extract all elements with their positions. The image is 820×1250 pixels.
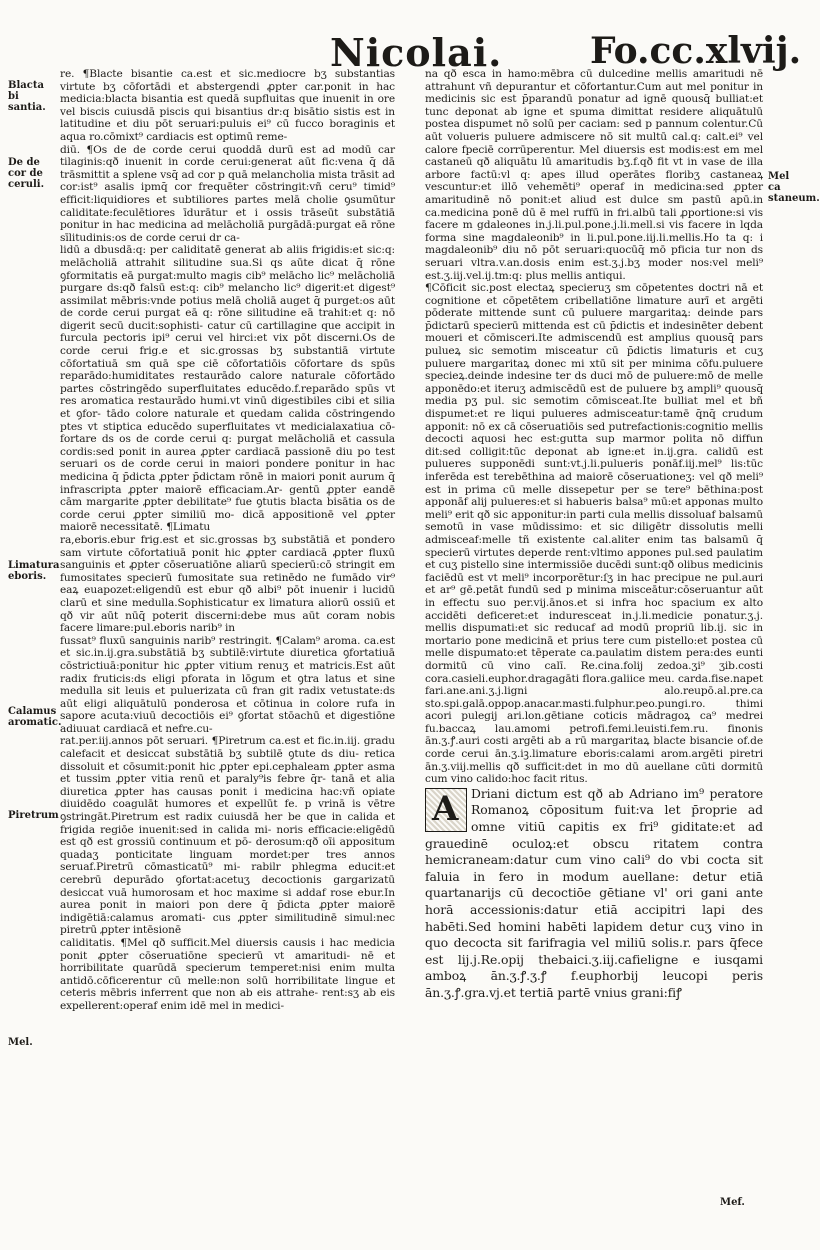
catchword: Mef.: [720, 1197, 745, 1208]
paragraph: ¶Cōficit sic.post electaꝝ specieruʒ sm cōpetentes doctri nā et cognitione et cōpetētem cribellatiōne limature aurī et argēti pōderate mittende sunt cū puluere margaritaꝝ: deinde pars p̄dictarū specierū mittenda est cū p̄dictis et indesinēter debent moueri et cōmisceri.Ite admiscendū est amplius quousq̄ pars pulueꝝ sic semotim misceatur cū p̄dictis limaturis et cuʒ puluere margaritaꝝ donec mi xtū sit per minima cōfu.puluere specieꝝ.deinde indesine ter ds duci mō de puluere:mō de melle apponēdo:et iteruʒ admiscēdū est de puluere bʒ ampli⁹ quousq̄ media pʒ pul. sic semotim cōmisceat.Ite bulliat mel et bñ dispumet:et re liqui pulueres admisceatur:tamē q̄nq̄ crudum apponit: nō ex cā cōseruatiōis sed putrefactionis:cognitio mellis decocti aquosi hec est:gutta sup marmor polita nō diffun dit:sed colligit:tūc deponat ab igne:et in.ij.gra. calidū est pulueres supponēdi sunt:vt.j.li.pulueris ponāf.iij.mel⁹ lis:tūc inferēda est terebēthina ad maiorē cōseruationeʒ: vel qð meli⁹ est in prima cū melle dissepetur per se tere⁹ bēthina:post apponāf alij pulueres:et si habueris balsa⁹ mū:et apponas multo meli⁹ erit qð sic apponitur:in parti cula mellis dissoluaf balsamū semotū in vase mūdissimo: et sic diligētr dissolutis melli admisceaf:melle tñ existente cal.aliter enim tas balsamū q̄ specierū virtutes deperde rent:vltimo appones pul.sed paulatim et cuʒ pistello sine intermissiōe ducēdi sunt:qð olibus medicinis faciēdū est vt meli⁹ incorporētur:ſʒ in hac precipue ne pul.auri et ar⁹ gē.petāt fundū sed p minima misceātur:cōseruantur aūt in effectu suo per.vij.ānos.et si infra hoc spacium ex alto accidēti deficeret:et induresceat in.j.li.medicie ponatur.ʒ.j. mellis dispumati:et sic reducaf ad modū propriū lib.ij. sic in mortario pone medicinā et prius tere cum pistello:et postea cū melle dispumato:et tēperate ca.paulatim distem pera:des eunti dormitū cū vino calī. Re.cina.folij zedoa.ʒi⁹ ʒib.costi cora.casieli.euphor.dragagāti flora.galiice meu. carda.fise.napet fari.ane.ani.ʒ.j.ligni alo.reupō.al.pre.ca sto.spi.galā.oppop.anacar.masti.fulphur.peo.pungi.ro. thimi acori pulegij ari.lon.gētiane coticis mādragoꝝ ca⁹ medrei fu.baccaꝝ lau.amomi petrofi.femi.leuisti.fem.ru. finonis ān.ʒ.ꝭ.auri costi argēti ab a rū margaritaꝝ blacte bisancie of.de corde cerui ān.ʒ.iꝫ.limature eboris:calami arom.argēti piretri ān.ʒ.viij.mellis qð sufficit:det in mo dū auellane cūti dormitū cum vino calido:hoc facit ritus.: [425, 282, 763, 786]
margin-note-os-de-corde: De de cor de ceruli.: [8, 157, 45, 190]
initial-letter: A: [432, 788, 459, 829]
left-column: [60, 68, 395, 1013]
margin-note-mel-castaneum: Mel ca staneum.: [768, 171, 820, 204]
paragraph: na qð esca in hamo:mēbra cū dulcedine mellis amaritudi nē attrahunt vñ depurantur et cōfortantur.Cum aut mel ponitur in medicinis sic est p̄parandū ponatur ad ignē quousq̄ bulliat:et tunc deponat ab igne et spuma dimittat residere aliquātulū postea dispumet nō solū per caciam: sed p pannum colentur.Cū aūt volueris puluere admiscere nō sit multū cal.q: calt.ei⁹ vel calore fpeciē corrūperentur. Mel diuersis est modis:est em mel castaneū qð aliquātu lū amaritudis bʒ.f.qð fit vt in vase de illa arbore factū:vl q: apes illud operātes floribʒ castaneaꝝ vescuntur:et illō vehemēti⁹ operaf in medicina:sed ꝓpter amaritudinē nō ponit:et aliud est dulce sm pastū apū.in ca.medicina ponē dū ē mel ruffū in fri.albū tali ꝓportione:si vis facere m gdaleones in.j.li.pul.pone.j.li.mell.si vis facere in lqda forma sine magdaleonib⁹ in li.pul.pone.iij.li.mellis.Ho ta q: i magdaleonib⁹ diu nō pōt seruari:quocūq̄ mō pficia tur non ds seruari vltra.v.an.dosis enim est.ʒ.j.bʒ moder nos:vel meli⁹ est.ʒ.iij.vel.ij.tm:q: plus mellis antiqui.: [425, 68, 763, 282]
paragraph: lidū a dbusdā:q: per caliditatē generat ab aliis frigidis:et sic:q: melācholiā attrahit silitudine sua.Si qs aūte dicat q̄ rōne ꝯformitatis eā purgat:multo magis cib⁹ melācho lic⁹ melācholiā purgare ds:qð falsū est:q: cib⁹ melancho lic⁹ digerit:et digest⁹ assimilat mēbris:vnde potius melā choliā auget q̄ purget:os aūt de corde cerui purgat eā q: rōne silitudine eā trahit:et q: nō digerit secū ducit:sophisti- catur cū cartillagine que accipit in furcula pectoris ipi⁹ cerui vel hirci:et vix pōt discerni.Os de corde cerui frig.e et sic.grossas bʒ substantiā virtute cōfortatiuā sm quā spe ciē cōfortatiōis cōfortare ds spūs reparādo:humiditates restaurādo calore naturale cōfortādo partes cōstringēdo superfluitates educēdo.f.reparādo spūs vt res aromatica restaurādo humi.vt vinū digestibiles cibi et silia et ꝯfor- tādo colore naturale et quedam calida cōstringendo ptes vt stiptica educēdo superfluitates vt medicialaxatiua cō- fortare ds os de corde cerui q: purgat melācholiā et cassula cordis:sed ponit in aurea ꝓpter cardiacā passionē diu po test seruari os de corde cerui in maiori pondere ponitur in hac medicina q̄ p̄dicta ꝓpter p̄dictam rōnē in maiori ponit aurum q̄ infrascripta ꝓpter maiorē efficaciam.Ar- gentū ꝓpter eandē cām margarite ꝓpter debilitate⁹ fue ꝯtutis blacta bisātia os de corde cerui ꝓpter similiū mo- dicā appositionē vel ꝓpter maiorē necessitatē. ¶Limatu: [60, 244, 395, 534]
margin-note-calamus: Calamus aromatic.: [8, 706, 62, 728]
decorated-initial: [425, 788, 467, 832]
paragraph: rat.per.iij.annos pōt seruari. ¶Piretrum ca.est et fic.in.iij. gradu calefacit et desiccat substātiā bʒ subtilē ꝯtute ds diu- retica dissoluit et cōsumit:ponit hic ꝓpter epi.cephaleam ꝓpter asma et tussim ꝓpter vitia renū et paraly⁹is febre q̄r- tanā et alia diuretica ꝓpter has causas ponit i medicina hac:vñ opiate diuidēdo coagulāt humores et expellūt fe. p vrinā is vētre ꝯstringāt.Piretrum est radix cuiusdā her be que in calida et frigida regiōe inuenit:sed in calida mi- noris efficacie:eligēdū est qð est grossiū continuum et pō- derosum:qð oīi appositum quadaʒ ponticitate linguam mordet:per tres annos seruaf.Piretrū cōmasticatū⁹ mi- rabilr phlegma educit:et cerebrū depurādo ꝯfortat:acetuʒ decoctionis gargarizatū desiccat vuā humorosam et hoc maxime si addaf rose ebur.In aurea ponit in maiori pon dere q̄ p̄dicta ꝓpter maiorē indigētiā:calamus aromati- cus ꝓpter similitudinē simul:nec piretrū ꝓpter intēsionē: [60, 735, 395, 937]
margin-note-blacta: Blacta bi santia.: [8, 80, 46, 113]
folio-number: Fo.cc.xlvij.: [590, 30, 802, 72]
paragraph: ra,eboris.ebur frig.est et sic.grossas bʒ substātiā et pondero sam virtute cōfortatiuā ponit hic ꝓpter cardiacā ꝓpter fluxū sanguinis et ꝓpter cōseruatiōne aliarū specierū:cō stringit em fumositates specierū fumositate sua retinēdo ne fumādo vir⁹ eaꝝ euapozet:eligendū est ebur qð albi⁹ pōt inuenir i lucidū clarū et sine medulla.Sophisticatur ex limatura aliorū ossiū et qð vir aūt nūq̄ poterit discerni:debe mus aūt coram nobis facere limare:pul.eboris narib⁹ in: [60, 533, 395, 635]
paragraph: diū. ¶Os de de corde cerui quoddā durū est ad modū car tilaginis:qð inuenit in corde cerui:generat aūt fic:vena q̄ dā trāsmittit a splene vsq̄ ad cor p quā melancholia mista trāsit ad cor:ist⁹ asalis ipmq̄ cor frequēter cōstringit:vñ ceru⁹ timid⁹ efficit:liquidiores et subtiliores partes melā cholie ꝯsumūtur caliditate:feculētiores īdurātur et i ossis trāseūt substātiā ponitur in hac medicina ad melācholiā purgādā:purgat eā rōne sīlitudinis:os de corde cerui dr ca-: [60, 143, 395, 244]
margin-note-mel: Mel.: [8, 1037, 33, 1048]
paragraph: re. ¶Blacte bisantie ca.est et sic.mediocre bʒ substantias virtute bʒ cōfortādi et abstergendi ꝓpter car.ponit in hac medicia:blacta bisantia est quedā supfluitas que inuenit in ore vel biscis cuiusdā piscis qui bisantius dr:q bisātio sistis est in latitudine et diu pōt seruari:puluis ei⁹ cū fucco boraginis et aqua ro.cōmixt⁹ cardiacis est optimū reme-: [60, 68, 395, 143]
paragraph: caliditatis. ¶Mel qð sufficit.Mel diuersis causis i hac medicia ponit ꝓpter cōseruatiōne specierū vt amaritudi- nē et horribilitate quarūdā specierum temperet:nisi enim multa antidō.cōficerentur cū melle:non solū horribilitate lingue et ceteris mēbris inferrent que non ab eis attrahe- rent:sʒ ab eis expellerent:operaf enim idē mel in medici-: [60, 936, 395, 1012]
margin-note-limatura: Limatura eboris.: [8, 560, 60, 582]
paragraph: Driani dictum est qð ab Adriano im⁹ peratore Romanoꝝ cōpositum fuit:va let p̄roprie ad omne vitiū capitis ex fri⁹ giditate:et ad grauedinē oculoꝝ:et obscu ritatem contra hemicraneam:datur cum vino cali⁹ do vbi cocta sit faluia in fero in modum auellane: detur etiā quartanarijs cū decoctiōe gētiane vl' ori gani ante horā accessionis:datur etiā accipitri lapi des habēti.Sed homini habēti lapidem detur cuʒ vino in quo decocta sit farifragia vel miliū solis.r. pars q̄fece est lij.j.Re.opij thebaici.ʒ.iij.cafieligne e iusqami amboꝝ ān.ʒ.ꝭ.ʒ.ꝭ f.euphorbij leucopi peris ān.ʒ.ꝭ.gra.vj.et tertiā partē vnius grani:fiꝭ: [425, 785, 763, 1000]
running-title: Nicolai.: [330, 30, 503, 75]
large-type-section: [425, 786, 763, 1002]
paragraph: fussat⁹ fluxū sanguinis narib⁹ restringit. ¶Calam⁹ aroma. ca.est et sic.in.ij.gra.substātiā bʒ subtilē:virtute diuretica ꝯfortatiuā cōstrictiuā:ponitur hic ꝓpter vitium renuʒ et matricis.Est aūt radix fruticis:ds eligi pforata in lōgum et ꝯtra latus et sine medulla sit leuis et puluerizata cū fran git radix vetustate:ds aūt eligi aliquātulū ponderosa et cōtinua in colore rufa in sapore acuta:viuū decoctiōis ei⁹ ꝯfortat stōachū et digestiōne adiuuat cardiacā et nefre.cu-: [60, 634, 395, 735]
right-column: [425, 68, 763, 1002]
margin-note-piretrum: Piretrum: [8, 810, 59, 821]
